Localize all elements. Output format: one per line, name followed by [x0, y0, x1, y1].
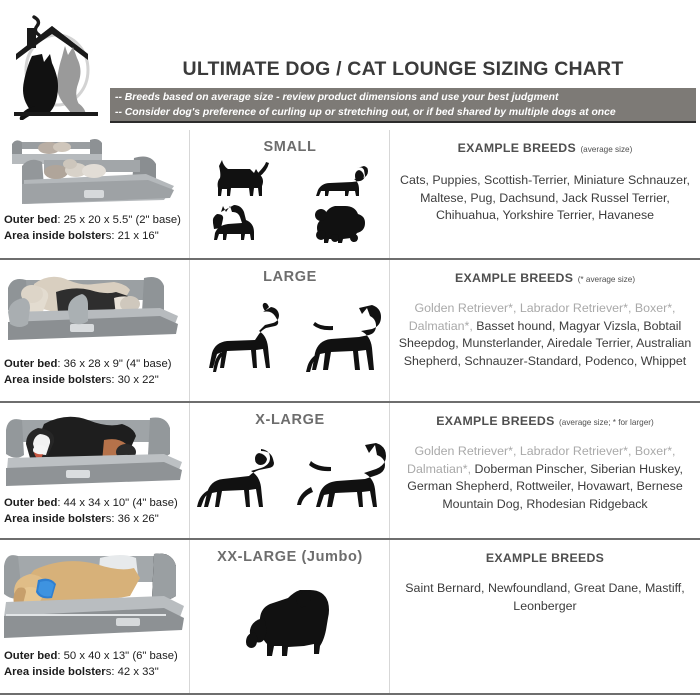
jumbo-bed-with-golden-retriever-photo-icon — [4, 544, 186, 644]
silhouette-group — [190, 160, 390, 244]
house-dog-cat-logo-icon — [8, 8, 104, 120]
greyhound-silhouette-icon — [199, 302, 283, 372]
german-shepherd-silhouette-icon — [295, 441, 387, 507]
breeds-starred-text: Golden Retriever*, Labrador Retriever*, Boxer*, Dalmatian*, — [407, 444, 676, 476]
size-label: XX-LARGE (Jumbo) — [217, 549, 363, 565]
breeds-heading-note: (average size) — [580, 145, 633, 154]
scottish-terrier-silhouette-icon — [209, 202, 271, 244]
size-rows — [0, 130, 700, 695]
bolster-value: s: 30 x 22" — [105, 374, 159, 386]
bed-dimensions — [4, 648, 188, 680]
breeds-heading-text: EXAMPLE BREEDS — [454, 271, 574, 285]
size-cell — [190, 540, 390, 693]
page-title: ULTIMATE DOG / CAT LOUNGE SIZING CHART — [182, 58, 624, 80]
bed-photo-cell — [0, 260, 190, 401]
outer-bed-line — [4, 495, 188, 511]
bed-photo-cell — [0, 540, 190, 693]
bed-dimensions — [4, 356, 188, 388]
labrador-silhouette-icon — [193, 441, 281, 507]
size-label: LARGE — [263, 269, 317, 285]
table-row — [0, 130, 700, 260]
jumbo-bed-photo — [4, 544, 186, 644]
poodle-silhouette-icon — [309, 202, 371, 244]
note-line-1: -- Breeds based on average size - review product dimensions and use your best judgment — [115, 92, 559, 103]
breeds-heading — [390, 139, 700, 157]
bolster-label: Area inside bolster — [4, 374, 106, 386]
breeds-cell — [390, 403, 700, 538]
breeds-list — [398, 300, 692, 370]
breeds-plain-text: Saint Bernard, Newfoundland, Great Dane, Mastiff, Leonberger — [405, 581, 685, 613]
xlarge-bed-photo — [4, 406, 186, 492]
bolster-value: s: 42 x 33" — [105, 666, 159, 678]
breeds-list — [398, 443, 692, 513]
outer-bed-label: Outer bed — [4, 214, 58, 226]
bolster-area-line — [4, 228, 188, 244]
silhouette-group — [190, 441, 390, 507]
notes-bar — [110, 88, 696, 123]
breeds-heading — [390, 269, 700, 287]
breeds-plain-text: Cats, Puppies, Scottish-Terrier, Miniature Schnauzer, Maltese, Pug, Dachsund, Jack Russel Terrier, Chihuahua, Yorkshire Terrier, Havanese — [400, 173, 690, 223]
silhouette-group — [190, 584, 390, 660]
outer-bed-line — [4, 648, 188, 664]
outer-bed-value: : 50 x 40 x 13" (6" base) — [57, 650, 178, 662]
boxer-silhouette-icon — [297, 302, 381, 372]
size-cell — [190, 260, 390, 401]
breeds-list — [398, 580, 692, 615]
outer-bed-line — [4, 356, 188, 372]
outer-bed-label: Outer bed — [4, 358, 58, 370]
bed-dimensions — [4, 495, 188, 527]
size-label: X-LARGE — [255, 412, 325, 428]
large-bed-with-two-dogs-photo-icon — [4, 264, 186, 352]
chart-header — [0, 0, 700, 130]
title-block — [110, 0, 696, 130]
note-line-2: -- Consider dog's preference of curling up or stretching out, or if bed shared by multiple dogs at once — [115, 107, 616, 118]
bolster-area-line — [4, 511, 188, 527]
breeds-list — [398, 172, 692, 225]
breeds-starred-text: Golden Retriever*, Labrador Retriever*, Boxer*, Dalmatian*, — [408, 301, 676, 333]
bolster-area-line — [4, 372, 188, 388]
cat-silhouette-icon — [209, 160, 271, 200]
breeds-plain-text: Doberman Pinscher, Siberian Huskey, German Shepherd, Rottweiler, Hovawart, Bernese Mountain Dog, Rhodesian Ridgeback — [407, 461, 683, 511]
bolster-area-line — [4, 664, 188, 680]
brand-logo — [8, 8, 104, 120]
dachshund-silhouette-icon — [309, 160, 371, 200]
size-cell — [190, 403, 390, 538]
breeds-cell — [390, 130, 700, 258]
breeds-heading-text: EXAMPLE BREEDS — [436, 414, 555, 428]
bed-photo-cell — [0, 130, 190, 258]
breeds-cell — [390, 540, 700, 693]
silhouette-group — [190, 302, 390, 372]
breeds-heading-note: (average size; * for larger) — [559, 418, 654, 427]
size-label: SMALL — [263, 139, 317, 155]
bolster-value: s: 36 x 26" — [105, 513, 159, 525]
breeds-heading-note: (* average size) — [577, 275, 636, 284]
breeds-plain-text: Basset hound, Magyar Vizsla, Bobtail Sheepdog, Munsterlander, Airedale Terrier, Australian Shepherd, Schnauzer-Standard, Podenco, Whippet — [398, 318, 692, 368]
breeds-heading-text: EXAMPLE BREEDS — [457, 141, 576, 155]
bolster-value: s: 21 x 16" — [105, 230, 159, 242]
outer-bed-label: Outer bed — [4, 497, 58, 509]
large-bed-photo — [4, 264, 186, 352]
outer-bed-value: : 25 x 20 x 5.5" (2" base) — [57, 214, 181, 226]
outer-bed-value: : 36 x 28 x 9" (4" base) — [57, 358, 172, 370]
size-cell — [190, 130, 390, 258]
newfoundland-silhouette-icon — [238, 584, 342, 660]
outer-bed-label: Outer bed — [4, 650, 58, 662]
table-row — [0, 260, 700, 403]
small-bed-with-puppies-photo-icon — [4, 132, 186, 206]
small-bed-photo — [4, 132, 186, 206]
bolster-label: Area inside bolster — [4, 230, 106, 242]
bolster-label: Area inside bolster — [4, 513, 106, 525]
xlarge-bed-with-bernese-mountain-dog-photo-icon — [4, 406, 186, 492]
breeds-heading — [390, 549, 700, 567]
breeds-heading — [390, 412, 700, 430]
bed-photo-cell — [0, 403, 190, 538]
breeds-cell — [390, 260, 700, 401]
outer-bed-value: : 44 x 34 x 10" (4" base) — [57, 497, 178, 509]
outer-bed-line — [4, 212, 188, 228]
bolster-label: Area inside bolster — [4, 666, 106, 678]
bed-dimensions — [4, 212, 188, 244]
table-row — [0, 403, 700, 540]
breeds-heading-text: EXAMPLE BREEDS — [485, 551, 605, 565]
table-row — [0, 540, 700, 695]
